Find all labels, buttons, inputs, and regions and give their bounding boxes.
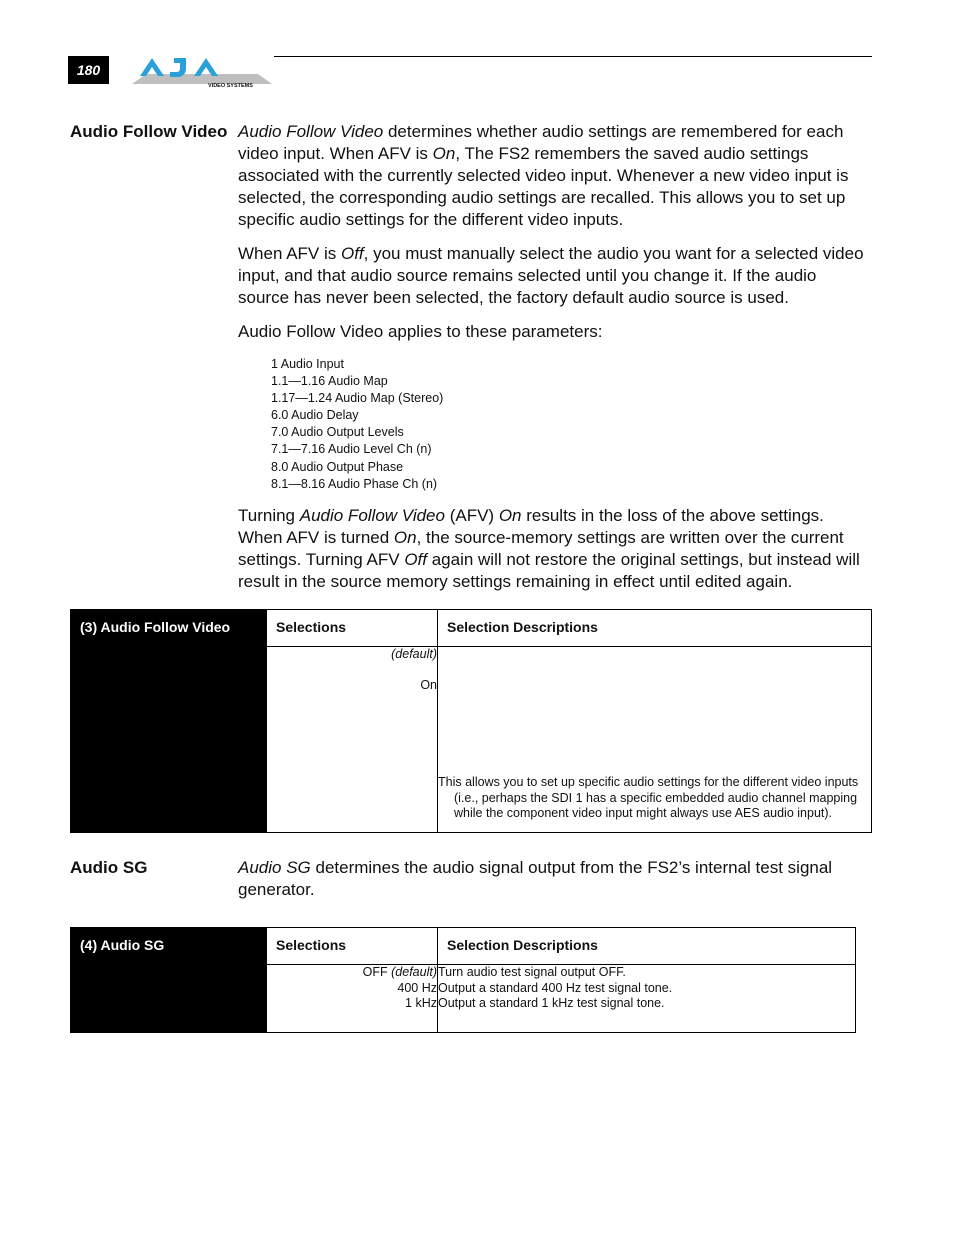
afv-term: Audio Follow Video <box>238 122 384 141</box>
selection-off <box>267 965 437 981</box>
table-title: (4) Audio SG <box>71 928 267 965</box>
afv-p2-off: Off <box>340 244 364 263</box>
selection-on: On <box>420 677 437 692</box>
section-heading-audio-sg: Audio SG <box>70 858 148 877</box>
description-off: Turn audio test signal output OFF. <box>438 965 626 979</box>
selection-default-tag: (default) <box>391 965 437 979</box>
sg-settings-table <box>70 927 856 1033</box>
afv-paragraph-4 <box>238 505 868 593</box>
header-rule <box>274 56 872 57</box>
p4-f: On <box>393 528 417 547</box>
description-1khz: Output a standard 1 kHz test signal tone. <box>438 996 665 1011</box>
list-item: 1 Audio Input <box>271 357 344 371</box>
section-heading-audio-follow-video: Audio Follow Video <box>70 122 228 141</box>
column-header-selections: Selections <box>267 928 438 965</box>
sg-text: determines the audio signal output from the FS2’s internal test signal generator. <box>238 858 833 899</box>
selection-1khz: 1 kHz <box>405 996 437 1011</box>
aja-logo <box>130 54 276 90</box>
sg-term: Audio SG <box>238 858 311 877</box>
p4-a: Turning <box>238 506 300 525</box>
column-header-selections: Selections <box>267 610 438 647</box>
p4-b: Audio Follow Video <box>299 506 445 525</box>
afv-p2-text-b: , you must manually select the audio you want for a selected video input, and that audio source remains selected until you change it. If the audio source has never been selected, the factory default audio source is used. <box>238 244 864 307</box>
description-text: This allows you to set up specific audio settings for the different video inputs (i.e., perhaps the SDI 1 has a specific embedded audio channel mapping while the component video input might always use AES audio input). <box>438 775 859 821</box>
p4-d: On <box>498 506 522 525</box>
page-number: 180 <box>68 56 109 84</box>
afv-text-b: , The FS2 remembers the saved audio settings associated with the currently selected video input. Whenever a new video input is selected, the corresponding audio settings are recalled. This allows you to set up specific audio settings for the different video inputs. <box>238 144 849 229</box>
p4-i: again will not restore the original settings, but instead will result in the source memory settings remaining in effect until edited again. <box>238 550 860 591</box>
column-header-descriptions: Selection Descriptions <box>438 610 872 647</box>
list-item: 7.0 Audio Output Levels <box>271 425 404 440</box>
afv-paragraph-3: Audio Follow Video applies to these parameters: <box>238 322 603 341</box>
afv-on: On <box>432 144 456 163</box>
p4-c: (AFV) <box>444 506 499 525</box>
afv-p2-text-a: When AFV is <box>238 244 341 263</box>
p4-e: results in the loss of the above settings. When AFV is turned <box>238 506 824 547</box>
description-cell <box>438 965 856 1033</box>
table-title: (3) Audio Follow Video <box>71 610 267 647</box>
selection-off-label: OFF <box>362 965 388 979</box>
list-item: 1.1—1.16 Audio Map <box>271 374 388 389</box>
selections-cell <box>267 965 438 1033</box>
list-item: 1.17—1.24 Audio Map (Stereo) <box>271 391 444 406</box>
afv-paragraph-1 <box>238 121 868 231</box>
afv-paragraph-2 <box>238 243 868 309</box>
afv-parameter-list <box>271 356 671 493</box>
table-label-column <box>71 647 267 833</box>
list-item: 8.0 Audio Output Phase <box>271 459 404 474</box>
list-item: 6.0 Audio Delay <box>271 408 359 423</box>
description-400hz: Output a standard 400 Hz test signal tone. <box>438 980 673 995</box>
svg-text:VIDEO SYSTEMS: VIDEO SYSTEMS <box>208 83 253 89</box>
p4-g: , the source-memory settings are written over the current settings. Turning AFV <box>238 528 844 569</box>
selection-400hz: 400 Hz <box>397 980 437 995</box>
list-item: 7.1—7.16 Audio Level Ch (n) <box>271 442 432 457</box>
afv-text-a: determines whether audio settings are remembered for each video input. When AFV is <box>238 122 844 163</box>
selection-default: (default) <box>391 647 437 661</box>
table-label-column <box>71 965 267 1033</box>
description-cell <box>438 647 872 833</box>
selections-cell <box>267 647 438 833</box>
p4-h: Off <box>404 550 427 569</box>
column-header-descriptions: Selection Descriptions <box>438 928 856 965</box>
afv-settings-table <box>70 609 872 833</box>
list-item: 8.1—8.16 Audio Phase Ch (n) <box>271 476 438 491</box>
sg-paragraph-1 <box>238 857 868 901</box>
